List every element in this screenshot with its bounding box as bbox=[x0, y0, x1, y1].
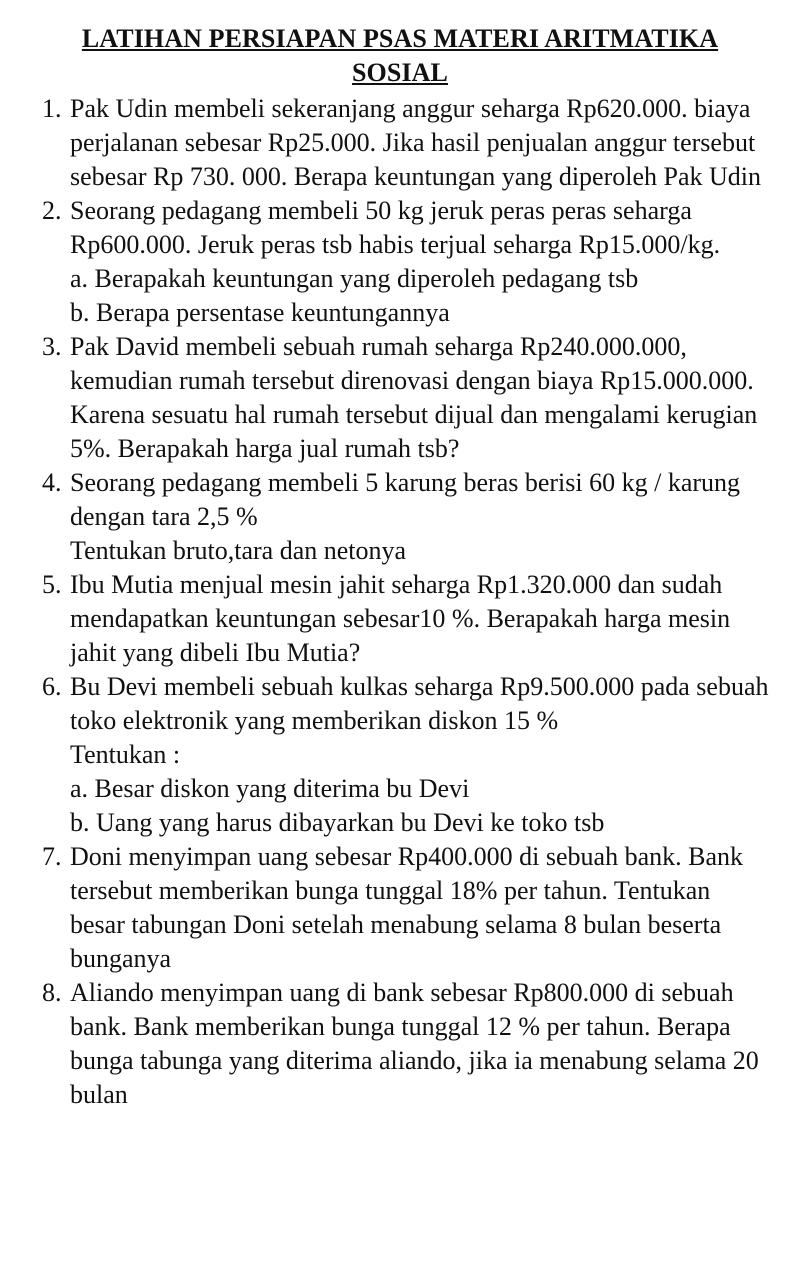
title-line-2: SOSIAL bbox=[352, 58, 448, 87]
question-text: Doni menyimpan uang sebesar Rp400.000 di sebuah bank. Bank tersebut memberikan bunga tunggal 18% per tahun. Tentukan besar tabungan Doni setelah menabung selama 8 bulan beserta bunganya bbox=[70, 842, 743, 973]
question-number: 6. bbox=[42, 672, 62, 701]
question-number: 1. bbox=[42, 94, 62, 123]
question-number: 7. bbox=[42, 842, 62, 871]
question-6 bbox=[30, 670, 770, 840]
question-text: Pak David membeli sebuah rumah seharga Rp240.000.000, kemudian rumah tersebut direnovasi dengan biaya Rp15.000.000. Karena sesuatu hal rumah tersebut dijual dan mengalami kerugian 5%. Berapakah harga jual rumah tsb? bbox=[70, 332, 758, 463]
question-list bbox=[30, 92, 770, 1112]
title-line-1: LATIHAN PERSIAPAN PSAS MATERI ARITMATIKA bbox=[81, 24, 719, 53]
question-1 bbox=[30, 92, 770, 194]
sub-question-instruction: Tentukan : bbox=[70, 740, 181, 769]
question-text: Bu Devi membeli sebuah kulkas seharga Rp9.500.000 pada sebuah toko elektronik yang memberikan diskon 15 % bbox=[70, 672, 769, 735]
sub-question-b: b. Berapa persentase keuntungannya bbox=[70, 298, 450, 327]
question-2 bbox=[30, 194, 770, 330]
question-number: 5. bbox=[42, 570, 62, 599]
sub-question-instruction: Tentukan bruto,tara dan netonya bbox=[70, 536, 407, 565]
question-text: Ibu Mutia menjual mesin jahit seharga Rp1.320.000 dan sudah mendapatkan keuntungan sebesar10 %. Berapakah harga mesin jahit yang dibeli Ibu Mutia? bbox=[70, 570, 731, 667]
question-number: 4. bbox=[42, 468, 62, 497]
sub-question-b: b. Uang yang harus dibayarkan bu Devi ke toko tsb bbox=[70, 808, 605, 837]
question-number: 2. bbox=[42, 196, 62, 225]
question-5 bbox=[30, 568, 770, 670]
question-text: Seorang pedagang membeli 5 karung beras berisi 60 kg / karung dengan tara 2,5 % bbox=[70, 468, 741, 531]
question-text: Aliando menyimpan uang di bank sebesar Rp800.000 di sebuah bank. Bank memberikan bunga tunggal 12 % per tahun. Berapa bunga tabunga yang diterima aliando, jika ia menabung selama 20 bulan bbox=[70, 978, 759, 1109]
sub-question-a: a. Besar diskon yang diterima bu Devi bbox=[70, 774, 470, 803]
question-3 bbox=[30, 330, 770, 466]
question-4 bbox=[30, 466, 770, 568]
question-text: Seorang pedagang membeli 50 kg jeruk peras peras seharga Rp600.000. Jeruk peras tsb habis terjual seharga Rp15.000/kg. bbox=[70, 196, 721, 259]
question-8 bbox=[30, 976, 770, 1112]
question-number: 3. bbox=[42, 332, 62, 361]
question-number: 8. bbox=[42, 978, 62, 1007]
worksheet-title bbox=[30, 22, 770, 90]
sub-question-a: a. Berapakah keuntungan yang diperoleh pedagang tsb bbox=[70, 264, 639, 293]
question-7 bbox=[30, 840, 770, 976]
question-text: Pak Udin membeli sekeranjang anggur seharga Rp620.000. biaya perjalanan sebesar Rp25.000. Jika hasil penjualan anggur tersebut sebesar Rp 730. 000. Berapa keuntungan yang diperoleh Pak Udin bbox=[70, 94, 762, 191]
